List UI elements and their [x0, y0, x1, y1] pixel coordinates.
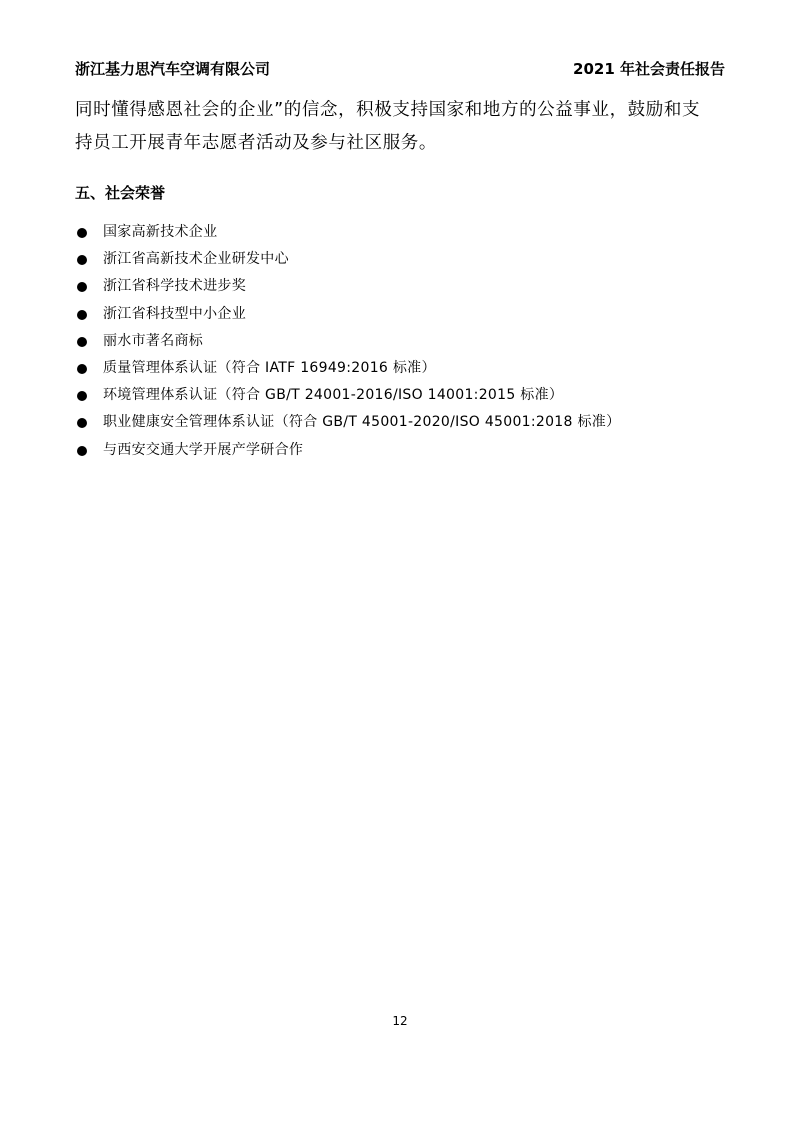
bullet-icon	[77, 282, 87, 292]
honor-label: 职业健康安全管理体系认证（符合 GB/T 45001-2020/ISO 45001:2018 标准）	[103, 414, 621, 431]
body-paragraph	[75, 94, 735, 160]
honor-label: 浙江省科学技术进步奖	[103, 278, 246, 295]
bullet-icon	[77, 228, 87, 238]
bullet-icon	[77, 364, 87, 374]
paragraph-line-2: 持员工开展青年志愿者活动及参与社区服务。	[75, 133, 437, 153]
section-heading: 五、社会荣誉	[75, 184, 166, 202]
honor-label: 环境管理体系认证（符合 GB/T 24001-2016/ISO 14001:2015 标准）	[103, 387, 564, 404]
honor-label: 国家高新技术企业	[103, 224, 218, 240]
honor-label: 浙江省科技型中小企业	[103, 305, 246, 322]
company-name: 浙江基力思汽车空调有限公司	[75, 60, 271, 78]
paragraph-line-1: 同时懂得感恩社会的企业”的信念，积极支持国家和地方的公益事业，鼓励和支	[75, 100, 701, 120]
page-number: 12	[392, 1014, 408, 1028]
honor-label: 丽水市著名商标	[103, 332, 204, 349]
honor-label: 浙江省高新技术企业研发中心	[103, 251, 289, 268]
report-title: 2021 年社会责任报告	[573, 60, 725, 78]
bullet-icon	[77, 255, 87, 265]
bullet-icon	[77, 391, 87, 401]
bullet-icon	[77, 418, 87, 428]
bullet-icon	[77, 337, 87, 347]
page-header	[75, 58, 725, 80]
honor-label: 与西安交通大学开展产学研合作	[103, 441, 304, 458]
bullet-icon	[77, 310, 87, 320]
bullet-icon	[77, 446, 87, 456]
honor-label: 质量管理体系认证（符合 IATF 16949:2016 标准）	[103, 359, 436, 376]
